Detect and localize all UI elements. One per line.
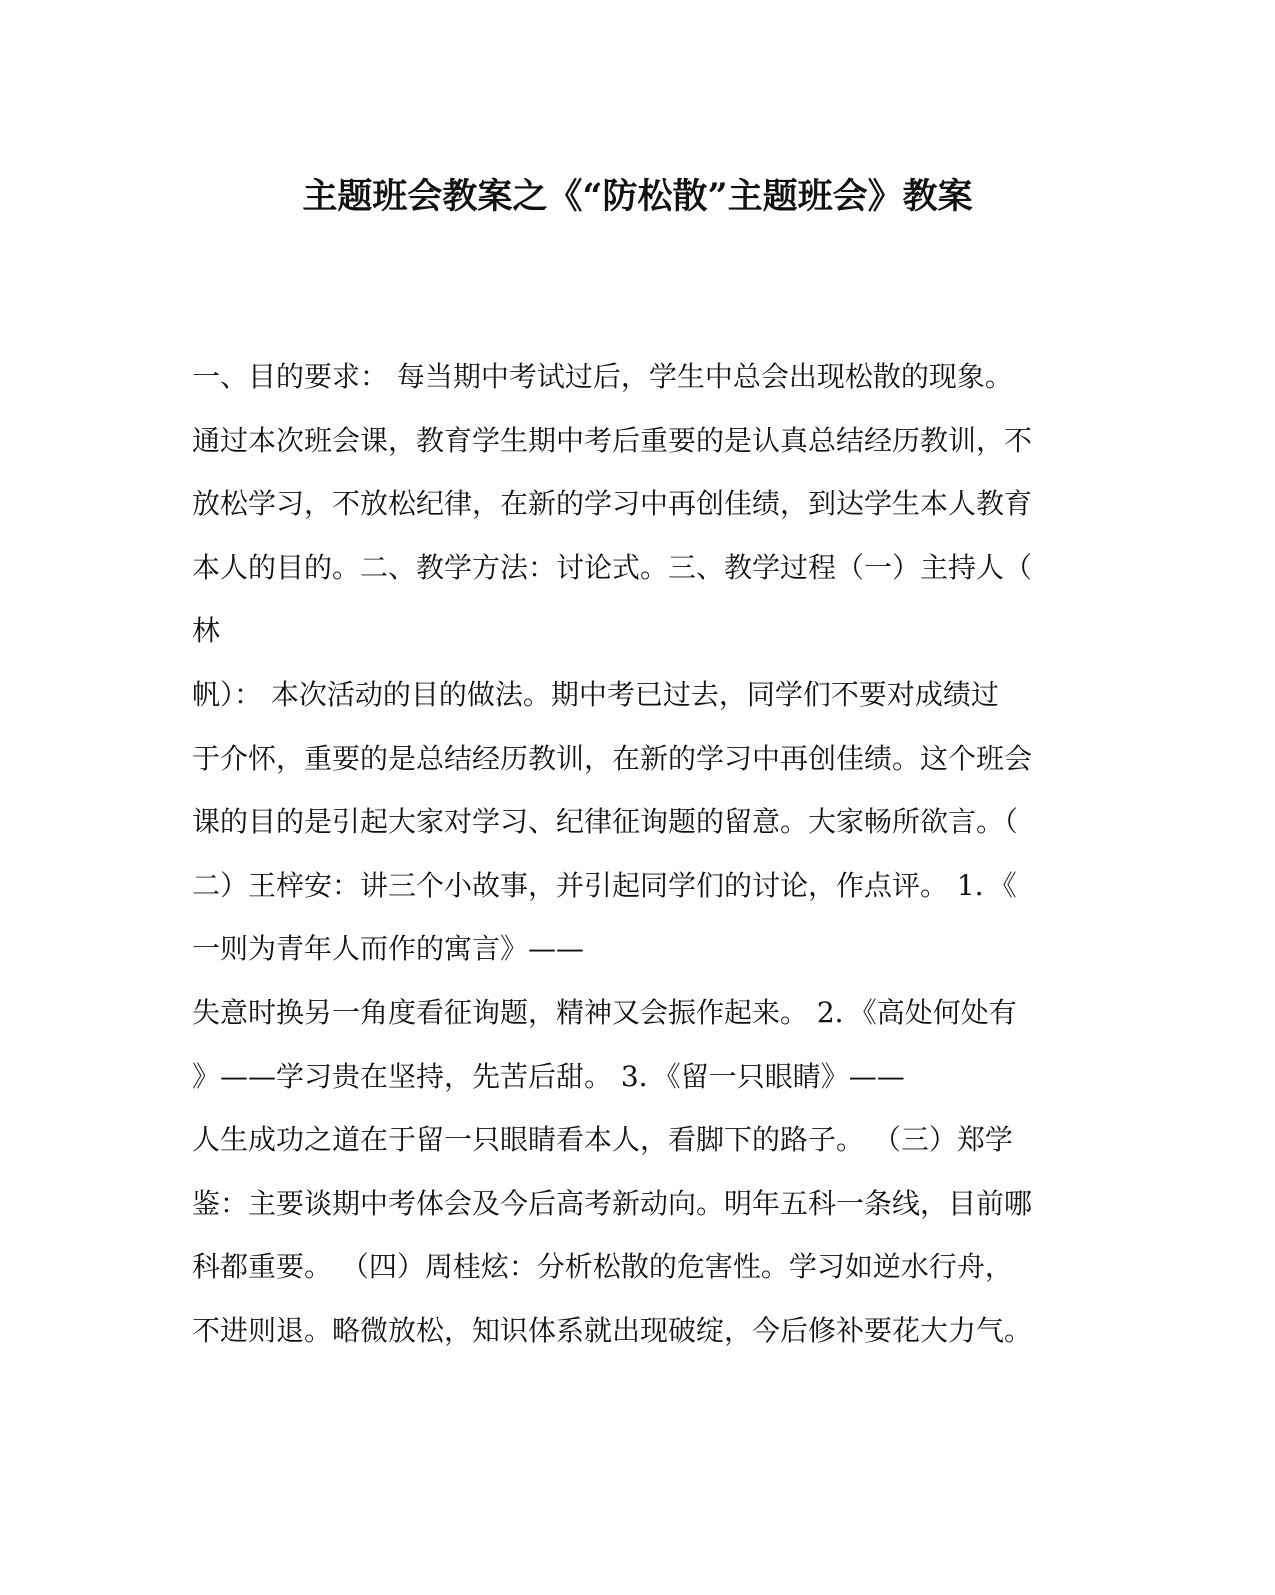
body-line: 帆）： 本次活动的目的做法。期中考已过去，同学们不要对成绩过 — [192, 677, 999, 711]
body-line: 人生成功之道在于留一只眼睛看本人，看脚下的路子。 （三）郑学 — [192, 1123, 1013, 1157]
body-line: 放松学习，不放松纪律，在新的学习中再创佳绩，到达学生本人教育 — [192, 487, 1033, 521]
body-line: 一则为青年人而作的寓言》—— — [192, 932, 585, 966]
body-line: 课的目的是引起大家对学习、纪律征询题的留意。大家畅所欲言。（ — [192, 805, 1019, 839]
body-line: 鉴：主要谈期中考体会及今后高考新动向。明年五科一条线，目前哪 — [192, 1186, 1033, 1220]
document-body — [192, 345, 1072, 1363]
body-line: 于介怀，重要的是总结经历教训，在新的学习中再创佳绩。这个班会 — [192, 741, 1033, 775]
body-line: 通过本次班会课，教育学生期中考后重要的是认真总结经历教训，不 — [192, 423, 1033, 457]
body-line: 本人的目的。二、教学方法：讨论式。三、教学过程（一）主持人（ — [192, 550, 1033, 584]
body-line: 林 — [192, 614, 221, 648]
body-line: 失意时换另一角度看征询题，精神又会振作起来。 2．《高处何处有 — [192, 995, 1017, 1029]
body-line: 》——学习贵在坚持，先苦后甜。 3．《留一只眼睛》—— — [192, 1059, 905, 1093]
body-line: 科都重要。 （四）周桂炫：分析松散的危害性。学习如逆水行舟， — [192, 1250, 1013, 1284]
body-line: 不进则退。略微放松，知识体系就出现破绽，今后修补要花大力气。 — [192, 1313, 1033, 1347]
document-title: 主题班会教案之《“防松散”主题班会》教案 — [302, 176, 973, 217]
body-line: 一、目的要求： 每当期中考试过后，学生中总会出现松散的现象。 — [192, 360, 1013, 393]
body-line: 二）王梓安：讲三个小故事，并引起同学们的讨论，作点评。 1．《 — [192, 868, 1017, 902]
